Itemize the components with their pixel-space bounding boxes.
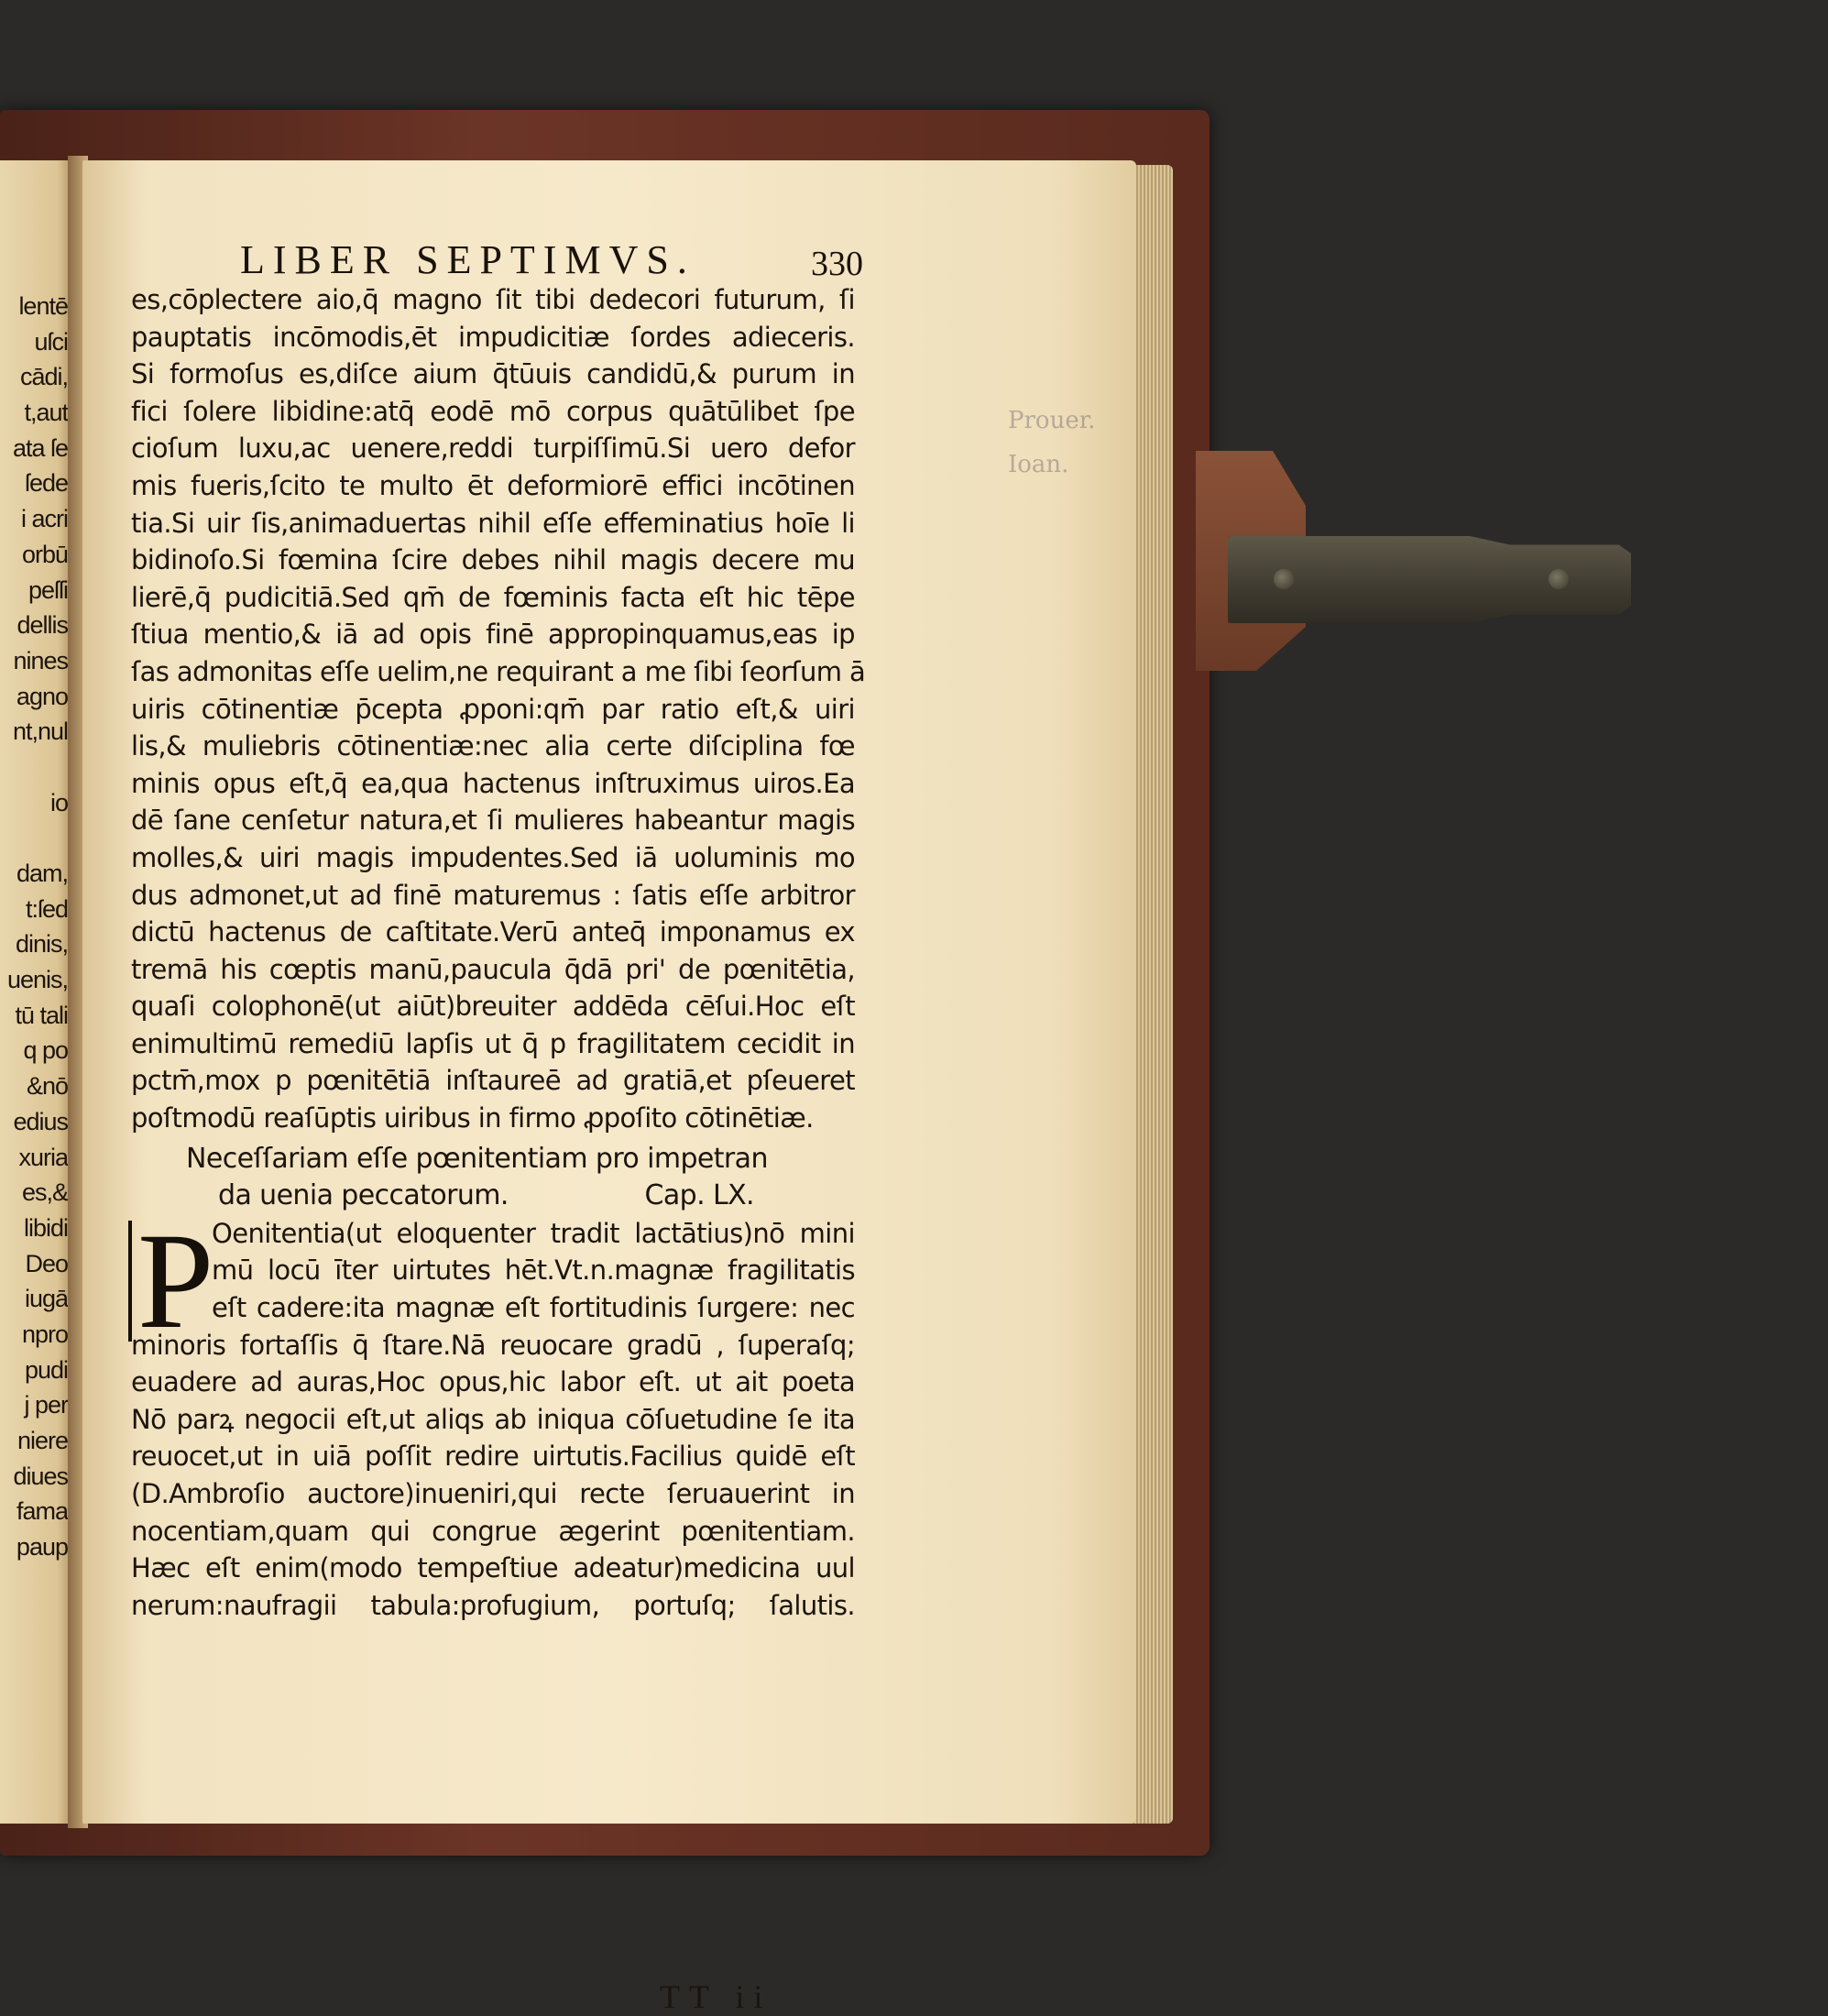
text-line: diues xyxy=(13,1462,68,1490)
text-line: niere xyxy=(16,1427,68,1454)
text-line: lis,& muliebris cōtinentiæ:nec alia certe diſciplina fœ xyxy=(131,730,855,762)
text-line: uſci xyxy=(34,327,68,356)
text-line: nines xyxy=(13,646,68,674)
text-line: enimultimū remediū lapſis ut q̄ p fragilitatem cecidit in xyxy=(131,1027,855,1059)
text-line: lentē xyxy=(18,292,68,320)
text-line: uenis, xyxy=(6,966,68,994)
text-line: io xyxy=(49,788,68,816)
clasp-rivet xyxy=(1549,569,1569,589)
text-line: i acri xyxy=(20,505,68,533)
text-line: uiris cōtinentiæ p̄cepta ꝓponi:qm̄ par ratio eſt,& uiri xyxy=(131,693,855,725)
clasp-rivet xyxy=(1274,569,1294,589)
text-line: bidinoſo.Si fœmina ſcire debes nihil magis decere mu xyxy=(131,544,855,576)
text-line: nerum:naufragii tabula:profugium, portuſq; ſalutis. xyxy=(131,1589,855,1621)
text-line xyxy=(0,820,68,856)
text-line: Deo xyxy=(25,1249,68,1277)
chapter-heading xyxy=(131,1141,855,1215)
bleed-note: Prouer. xyxy=(1008,407,1096,434)
text-line: es,cōplectere aio,q̄ magno ſit tibi dedecori futurum, ſi xyxy=(131,284,855,315)
folio-number: 330 xyxy=(811,245,863,283)
chapter-body xyxy=(131,1204,855,1625)
text-line: Si formoſus es,diſce aium q̄tūuis candidū,& purum in xyxy=(131,358,855,390)
text-line: tremā his cœptis manū,paucula q̄dā pri' de pœnitētia, xyxy=(131,953,855,985)
text-line: edius xyxy=(13,1107,68,1135)
text-line: tū tali xyxy=(15,1001,68,1029)
chapter-paragraph xyxy=(131,1215,855,1625)
text-line: ſas admonitas eſſe uelim,ne requirant a me ſibi ſeorſum ā xyxy=(131,655,866,687)
text-line: minis opus eſt,q̄ ea,qua hactenus inſtruximus uiros.Ea xyxy=(131,767,855,799)
text-line: ata ſe xyxy=(12,433,68,462)
body-paragraph xyxy=(131,281,866,1137)
text-line: iugā xyxy=(24,1285,68,1313)
text-line: pauptatis incōmodis,ēt impudicitiæ ſordes adieceris. xyxy=(131,321,855,353)
text-line: paup xyxy=(16,1533,68,1561)
text-line: j per xyxy=(24,1391,68,1419)
text-line: (D.Ambroſio auctore)inueniri,qui recte ſeruauerint in xyxy=(131,1478,855,1509)
text-line: orbū xyxy=(21,540,68,568)
text-line: minoris fortaſſis q̄ ſtare.Nā reuocare gradū , ſuperaſq; xyxy=(131,1329,855,1361)
signature-mark: TT ii xyxy=(660,1978,772,2015)
text-line: npro xyxy=(21,1320,68,1348)
text-line: dinis, xyxy=(15,930,68,959)
text-line: tia.Si uir ſis,animaduertas nihil eſſe effeminatius hoīe li xyxy=(131,507,855,539)
text-line: cioſum luxu,ac uenere,reddi turpiſſimū.Si uero defor xyxy=(131,433,855,465)
text-line: agno xyxy=(16,682,68,710)
clasp-strap xyxy=(1228,536,1631,623)
text-line: quaſi colophonē(ut aiūt)breuiter addēda cēſui.Hoc eſt xyxy=(131,991,855,1023)
chapter-heading-line xyxy=(131,1178,855,1215)
text-line: lierē,q̄ pudicitiā.Sed qm̄ de fœminis facta eſt hic tēpe xyxy=(131,581,855,613)
text-line: Hæc eſt enim(modo tempeſtiue adeatur)medicina uul xyxy=(131,1552,855,1584)
text-line: t,aut xyxy=(24,399,68,427)
text-line: euadere ad auras,Hoc opus,hic labor eſt. ut ait poeta xyxy=(131,1366,855,1398)
text-line: nocentiam,quam qui congrue ægerint pœnitentiam. xyxy=(131,1515,855,1547)
text-line: t:ſed xyxy=(25,894,68,923)
left-page-text xyxy=(0,289,68,1565)
drop-cap: P xyxy=(128,1221,203,1342)
text-line: dē ſane cenſetur natura,et ſi mulieres habeantur magis xyxy=(131,805,855,837)
text-line: fama xyxy=(16,1497,68,1526)
text-line: dictū hactenus de caſtitate.Verū anteq̄ imponamus ex xyxy=(131,916,855,948)
text-line: nt,nul xyxy=(12,718,68,746)
text-line: es,& xyxy=(21,1178,68,1207)
bleed-through-notes xyxy=(1008,399,1118,487)
text-line: cādi, xyxy=(19,363,68,391)
text-line: xuria xyxy=(18,1143,68,1171)
bleed-note: Ioan. xyxy=(1008,451,1069,478)
text-line: q po xyxy=(23,1036,68,1065)
text-line: molles,& uiri magis impudentes.Sed iā uoluminis mo xyxy=(131,841,855,873)
left-page xyxy=(0,160,71,1824)
text-line: dam, xyxy=(16,860,68,887)
text-line: peſſi xyxy=(27,575,68,604)
text-line: pudi xyxy=(24,1355,68,1384)
text-block xyxy=(131,281,866,1624)
text-line: ſtiua mentio,& iā ad opis finē appropinquamus,eas ip xyxy=(131,619,855,651)
text-line: dus admonet,ut ad finē maturemus : ſatis eſſe arbitror xyxy=(131,879,855,911)
text-line: poſtmodū reaſūptis uiribus in firmo ꝓpoſito cōtinētiæ. xyxy=(131,1102,814,1134)
text-line: mū locū īter uirtutes hēt.Vt.n.magnæ fragilitatis xyxy=(212,1255,855,1287)
text-line: fici ſolere libidine:atq̄ eodē mō corpus quātūlibet ſpe xyxy=(131,395,855,427)
text-line: libidi xyxy=(23,1213,68,1242)
text-line: pctm̄,mox p pœnitētiā inſtaureē ad gratiā,et pſeueret xyxy=(131,1065,855,1097)
running-title: LIBER SEPTIMVS. xyxy=(240,237,695,282)
page-header xyxy=(240,236,863,282)
chapter-number: Cap. LX. xyxy=(644,1179,754,1212)
text-line: Oenitentia(ut eloquenter tradit lactātius)nō mini xyxy=(212,1217,855,1249)
chapter-heading-text: da uenia peccatorum. xyxy=(218,1179,509,1212)
text-line: ſede xyxy=(24,469,68,498)
text-line: eſt cadere:ita magnæ eſt fortitudinis ſurgere: nec xyxy=(212,1292,855,1324)
text-line: &nō xyxy=(26,1072,68,1101)
text-line: reuocet,ut in uiā poſſit redire uirtutis.Facilius quidē eſt xyxy=(131,1441,855,1473)
chapter-heading-line: Neceſſariam eſſe pœnitentiam pro impetran xyxy=(186,1142,768,1175)
text-line: dellis xyxy=(16,611,68,640)
text-line: mis fueris,ſcito te multo ēt deformiorē effici incōtinen xyxy=(131,469,855,501)
text-line xyxy=(0,750,68,785)
text-line: Nō parꝝ negocii eſt,ut aliqs ab iniqua cōſuetudine ſe ita xyxy=(131,1403,855,1435)
